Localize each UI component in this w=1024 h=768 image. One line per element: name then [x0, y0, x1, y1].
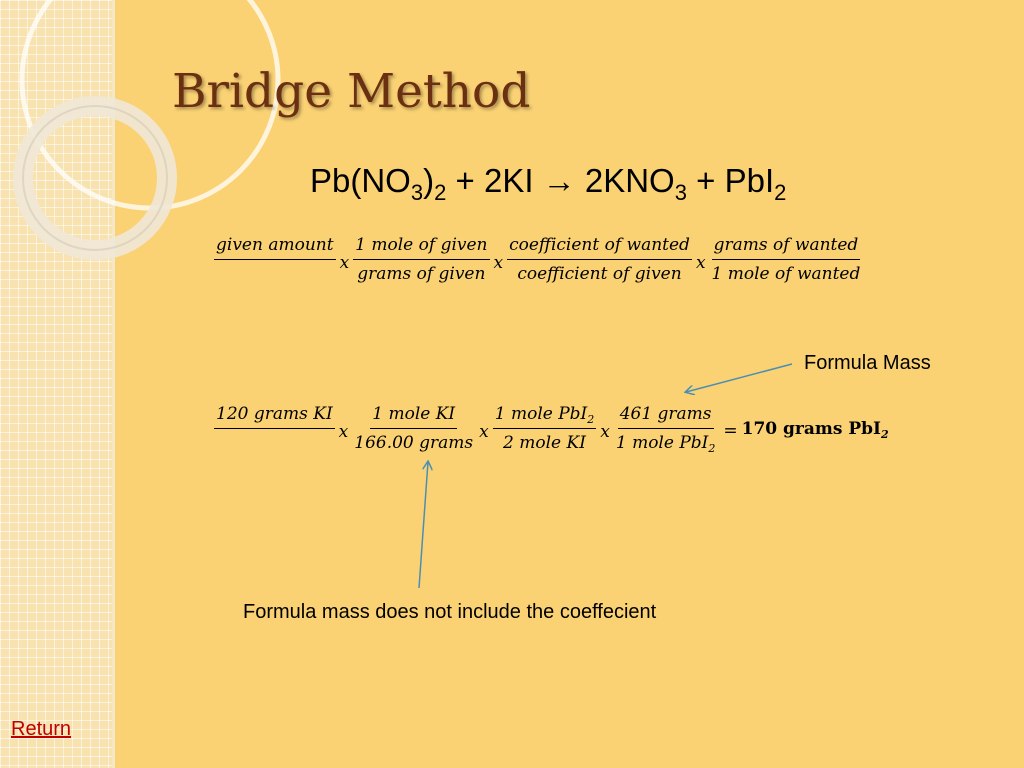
fraction-numerator: given amount	[214, 235, 336, 260]
return-link[interactable]: Return	[11, 718, 72, 740]
formula-fraction-3	[507, 235, 692, 284]
fraction-denominator: 1 mole PbI$_2$	[615, 433, 716, 455]
multiply-operator: x	[493, 252, 504, 273]
coefficient-note-arrow	[419, 462, 428, 588]
formula-mass-arrow	[686, 364, 792, 392]
multiply-operator: x	[339, 252, 350, 273]
product-2: + PbI$_2$	[696, 162, 787, 205]
fraction-denominator	[270, 429, 279, 453]
reaction-arrow-icon: →	[542, 162, 576, 199]
result-value: 170 grams PbI$_2$	[741, 418, 889, 441]
fraction-denominator: 1 mole of wanted	[711, 264, 861, 284]
fraction-numerator: grams of wanted	[712, 235, 861, 260]
fraction-numerator: 1 mole KI	[370, 404, 457, 429]
fraction-numerator: 1 mole of given	[353, 235, 489, 260]
formula-fraction-1	[214, 235, 336, 284]
general-formula	[212, 235, 864, 284]
coefficient-note: Formula mass does not include the coeffecient	[243, 601, 657, 623]
example-fraction-1	[214, 404, 335, 453]
multiply-operator: x	[479, 421, 489, 442]
fraction-denominator: 2 mole KI	[503, 433, 586, 453]
fraction-denominator: coefficient of given	[517, 264, 682, 284]
formula-fraction-4	[710, 235, 863, 284]
formula-fraction-2	[353, 235, 489, 284]
fraction-denominator	[270, 260, 279, 284]
slide-title: Bridge Method	[172, 64, 531, 119]
fraction-numerator: coefficient of wanted	[507, 235, 692, 260]
chemical-equation	[310, 162, 787, 205]
reactant-2: + 2KI	[455, 162, 534, 199]
fraction-denominator: 166.00 grams	[354, 433, 474, 453]
multiply-operator: x	[338, 421, 349, 442]
multiply-operator: x	[695, 252, 706, 273]
worked-example	[212, 404, 889, 453]
equals-sign: =	[723, 420, 738, 441]
fraction-numerator: 461 grams	[618, 404, 714, 429]
formula-mass-label: Formula Mass	[804, 352, 931, 374]
example-fraction-3	[493, 404, 597, 453]
multiply-operator: x	[600, 421, 610, 442]
example-fraction-2	[352, 404, 475, 453]
fraction-numerator: 1 mole PbI$_2$	[493, 404, 597, 429]
fraction-numerator: 120 grams KI	[214, 404, 335, 429]
product-1: $2KNO_3$	[584, 162, 687, 205]
reactant-1: $Pb(NO_3)_2$	[310, 162, 447, 205]
example-fraction-4	[614, 404, 718, 453]
fraction-denominator: grams of given	[357, 264, 486, 284]
